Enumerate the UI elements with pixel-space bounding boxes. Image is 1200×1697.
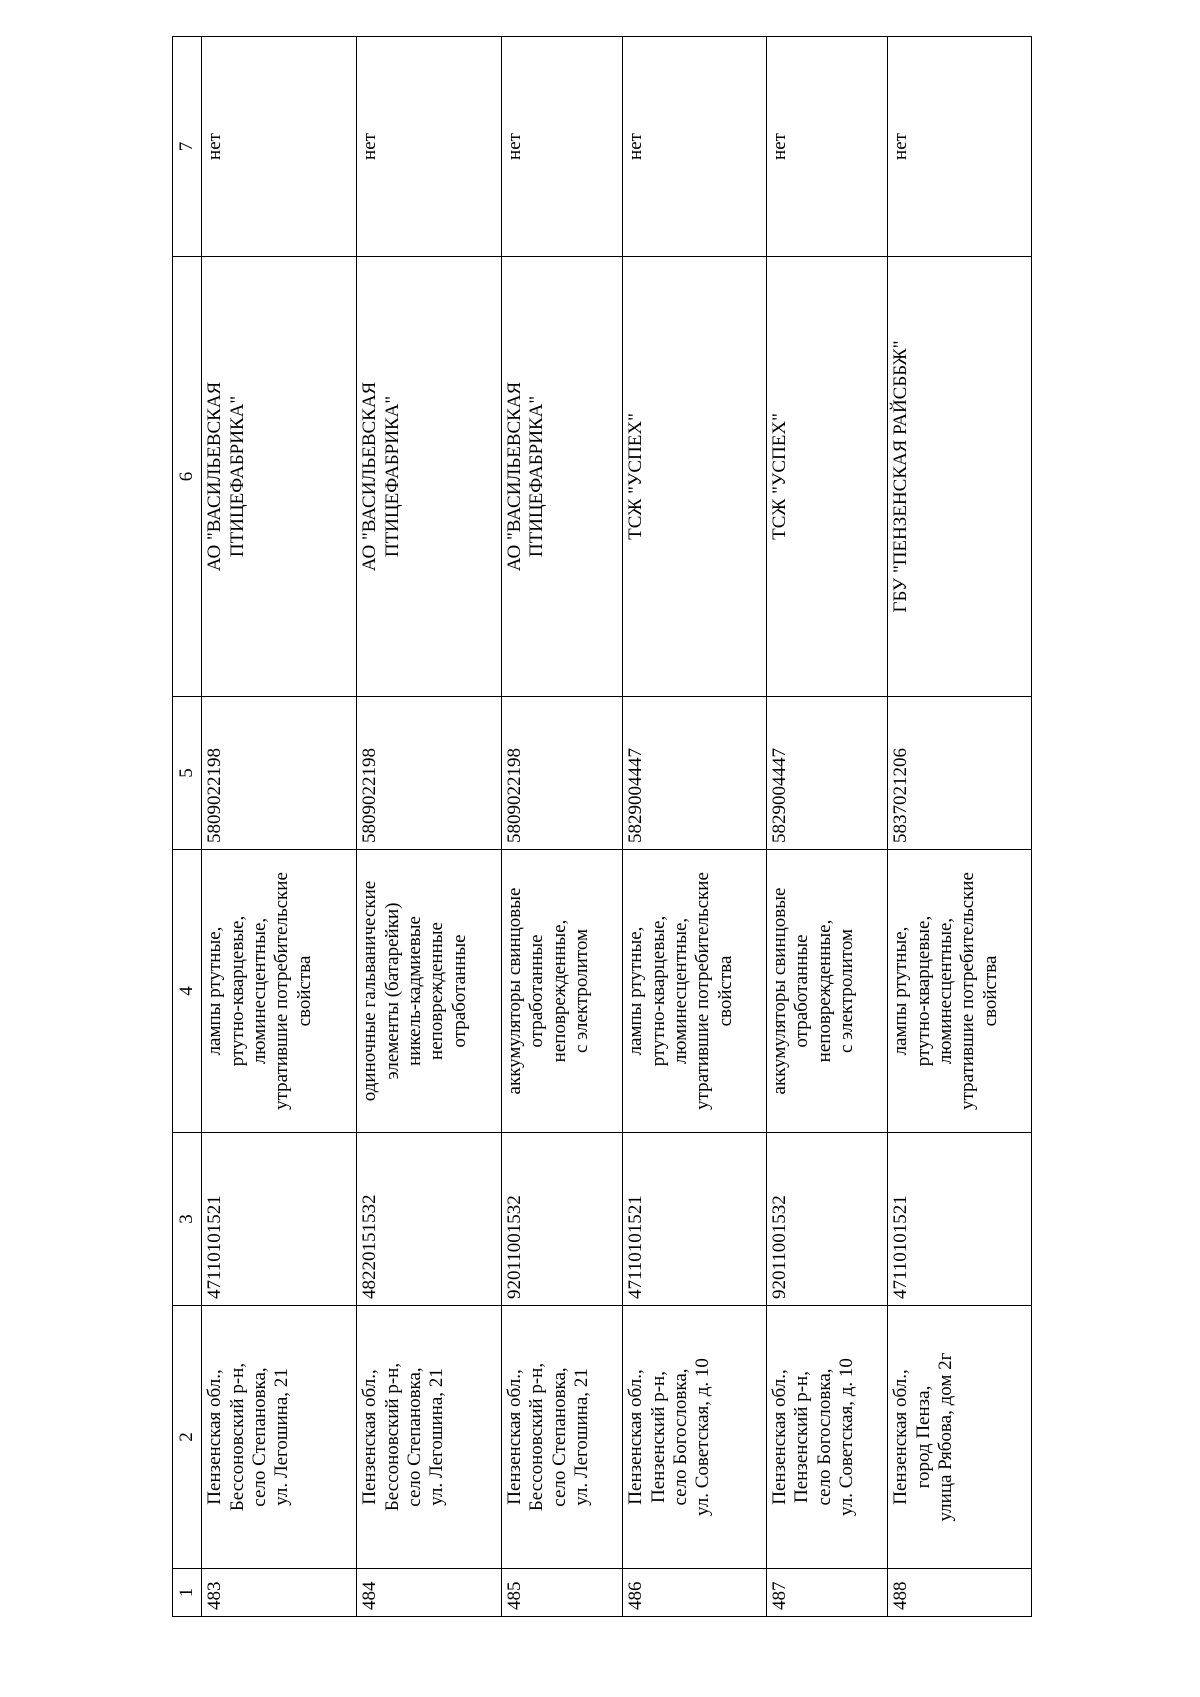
inn-cell: 5829004447	[766, 697, 887, 850]
table-row	[888, 37, 1032, 1617]
waste-name-cell-line: свойства	[714, 955, 736, 1027]
waste-name-cell-line: ртутно-кварцевые,	[226, 915, 248, 1067]
table-row	[501, 37, 622, 1617]
waste-name-cell-line: ртутно-кварцевые,	[912, 915, 934, 1067]
waste-name-cell	[501, 850, 622, 1133]
organization-cell-line: ГБУ "ПЕНЗЕНСКАЯ РАЙСББЖ"	[890, 340, 912, 613]
waste-name-cell-line: ртутно-кварцевые,	[647, 915, 669, 1067]
organization-cell-line: ПТИЦЕФАБРИКА"	[226, 395, 248, 558]
address-cell-line: Пензенская обл.,	[625, 1369, 647, 1505]
header-cell-1: 1	[173, 1569, 202, 1617]
inn-cell: 5809022198	[202, 697, 357, 850]
waste-registry-table	[172, 36, 1032, 1617]
row-number-cell: 488	[888, 1569, 1032, 1617]
column-7-cell: нет	[623, 37, 767, 257]
waste-code-cell: 92011001532	[766, 1133, 887, 1306]
waste-name-cell	[357, 850, 502, 1133]
column-7-cell: нет	[357, 37, 502, 257]
waste-name-cell-line: отработанные	[448, 934, 470, 1048]
waste-name-cell-line: одиночные гальванические	[359, 880, 381, 1102]
waste-name-cell-line: неповрежденные,	[548, 919, 570, 1063]
organization-cell	[888, 257, 1032, 697]
address-cell-line: город Пенза,	[912, 1385, 934, 1489]
address-cell-line: улица Рябова, дом 2г	[935, 1352, 957, 1522]
address-cell	[623, 1306, 767, 1569]
inn-cell: 5809022198	[501, 697, 622, 850]
waste-name-cell-line: люминесцентные,	[935, 917, 957, 1065]
waste-name-cell-line: неповрежденные	[426, 922, 448, 1060]
header-cell-6: 6	[173, 257, 202, 697]
row-number-cell: 484	[357, 1569, 502, 1617]
waste-name-cell-line: лампы ртутные,	[890, 926, 912, 1056]
address-cell	[888, 1306, 1032, 1569]
organization-cell	[501, 257, 622, 697]
organization-cell-line: ПТИЦЕФАБРИКА"	[526, 395, 548, 558]
address-cell-line: село Степановка,	[249, 1367, 270, 1507]
header-cell-2: 2	[173, 1306, 202, 1569]
row-number-cell: 483	[202, 1569, 357, 1617]
column-7-cell: нет	[501, 37, 622, 257]
column-7-cell: нет	[202, 37, 357, 257]
table-row	[766, 37, 887, 1617]
address-cell-line: Бессоновский р-н,	[381, 1362, 403, 1512]
address-cell-line: село Богословка,	[670, 1368, 692, 1506]
address-cell-line: Бессоновский р-н,	[526, 1362, 548, 1512]
waste-name-cell-line: с электролитом	[571, 928, 593, 1054]
address-cell-line: село Степановка,	[548, 1367, 570, 1507]
waste-name-cell	[888, 850, 1032, 1133]
organization-cell	[623, 257, 767, 697]
address-cell-line: Пензенская обл.,	[204, 1369, 226, 1505]
waste-name-cell	[766, 850, 887, 1133]
organization-cell-line: ТСЖ "УСПЕХ"	[768, 413, 790, 540]
header-row	[173, 37, 202, 1617]
row-number-cell: 486	[623, 1569, 767, 1617]
header-cell-4: 4	[173, 850, 202, 1133]
row-number-cell: 487	[766, 1569, 887, 1617]
address-cell	[202, 1306, 357, 1569]
table-body	[173, 37, 1032, 1617]
address-cell-line: ул. Легошина, 21	[271, 1368, 293, 1506]
organization-cell-line: АО "ВАСИЛЬЕВСКАЯ	[359, 381, 381, 572]
address-cell-line: Пензенская обл.,	[359, 1369, 381, 1505]
organization-cell	[766, 257, 887, 697]
inn-cell: 5829004447	[623, 697, 767, 850]
organization-cell-line: ПТИЦЕФАБРИКА"	[381, 395, 403, 558]
waste-name-cell-line: люминесцентные,	[249, 917, 270, 1065]
header-cell-5: 5	[173, 697, 202, 850]
address-cell	[766, 1306, 887, 1569]
table-row	[202, 37, 357, 1617]
waste-name-cell-line: с электролитом	[836, 928, 858, 1054]
waste-name-cell-line: утратившие потребительские	[692, 872, 714, 1110]
address-cell-line: ул. Легошина, 21	[426, 1368, 448, 1506]
inn-cell: 5837021206	[888, 697, 1032, 850]
address-cell-line: ул. Советская, д. 10	[836, 1358, 858, 1516]
column-7-cell: нет	[766, 37, 887, 257]
waste-name-cell-line: люминесцентные,	[670, 917, 692, 1065]
inn-cell: 5809022198	[357, 697, 502, 850]
address-cell-line: Бессоновский р-н,	[226, 1362, 248, 1512]
table-row	[357, 37, 502, 1617]
waste-name-cell-line: утратившие потребительские	[271, 872, 293, 1110]
waste-name-cell-line: элементы (батарейки)	[381, 902, 403, 1080]
address-cell-line: Пензенская обл.,	[503, 1369, 525, 1505]
waste-name-cell-line: лампы ртутные,	[204, 926, 226, 1056]
waste-name-cell-line: аккумуляторы свинцовые	[503, 887, 525, 1095]
waste-name-cell-line: отработанные	[526, 934, 548, 1048]
waste-name-cell-line: отработанные	[791, 934, 813, 1048]
waste-code-cell: 92011001532	[501, 1133, 622, 1306]
waste-name-cell-line: свойства	[979, 955, 1001, 1027]
address-cell-line: село Богословка,	[813, 1368, 835, 1506]
organization-cell-line: АО "ВАСИЛЬЕВСКАЯ	[204, 381, 226, 572]
waste-name-cell-line: утратившие потребительские	[957, 872, 979, 1110]
waste-name-cell	[623, 850, 767, 1133]
address-cell-line: ул. Советская, д. 10	[692, 1358, 714, 1516]
waste-name-cell	[202, 850, 357, 1133]
organization-cell	[357, 257, 502, 697]
waste-name-cell-line: лампы ртутные,	[625, 926, 647, 1056]
column-7-cell: нет	[888, 37, 1032, 257]
organization-cell	[202, 257, 357, 697]
waste-code-cell: 48220151532	[357, 1133, 502, 1306]
waste-name-cell-line: свойства	[293, 955, 315, 1027]
row-number-cell: 485	[501, 1569, 622, 1617]
address-cell-line: Пензенский р-н,	[647, 1371, 669, 1503]
waste-code-cell: 47110101521	[888, 1133, 1032, 1306]
organization-cell-line: ТСЖ "УСПЕХ"	[625, 413, 647, 540]
address-cell-line: Пензенская обл.,	[890, 1369, 912, 1505]
organization-cell-line: АО "ВАСИЛЬЕВСКАЯ	[503, 381, 525, 572]
waste-code-cell: 47110101521	[202, 1133, 357, 1306]
address-cell-line: Пензенский р-н,	[791, 1371, 813, 1503]
address-cell-line: ул. Легошина, 21	[571, 1368, 593, 1506]
rotated-document	[172, 37, 1032, 1617]
waste-code-cell: 47110101521	[623, 1133, 767, 1306]
address-cell	[501, 1306, 622, 1569]
address-cell-line: Пензенская обл.,	[768, 1369, 790, 1505]
waste-name-cell-line: аккумуляторы свинцовые	[768, 887, 790, 1095]
header-cell-7: 7	[173, 37, 202, 257]
header-cell-3: 3	[173, 1133, 202, 1306]
waste-name-cell-line: неповрежденные,	[813, 919, 835, 1063]
address-cell-line: село Степановка,	[403, 1367, 425, 1507]
waste-name-cell-line: никель-кадмиевые	[403, 916, 425, 1066]
address-cell	[357, 1306, 502, 1569]
table-row	[623, 37, 767, 1617]
